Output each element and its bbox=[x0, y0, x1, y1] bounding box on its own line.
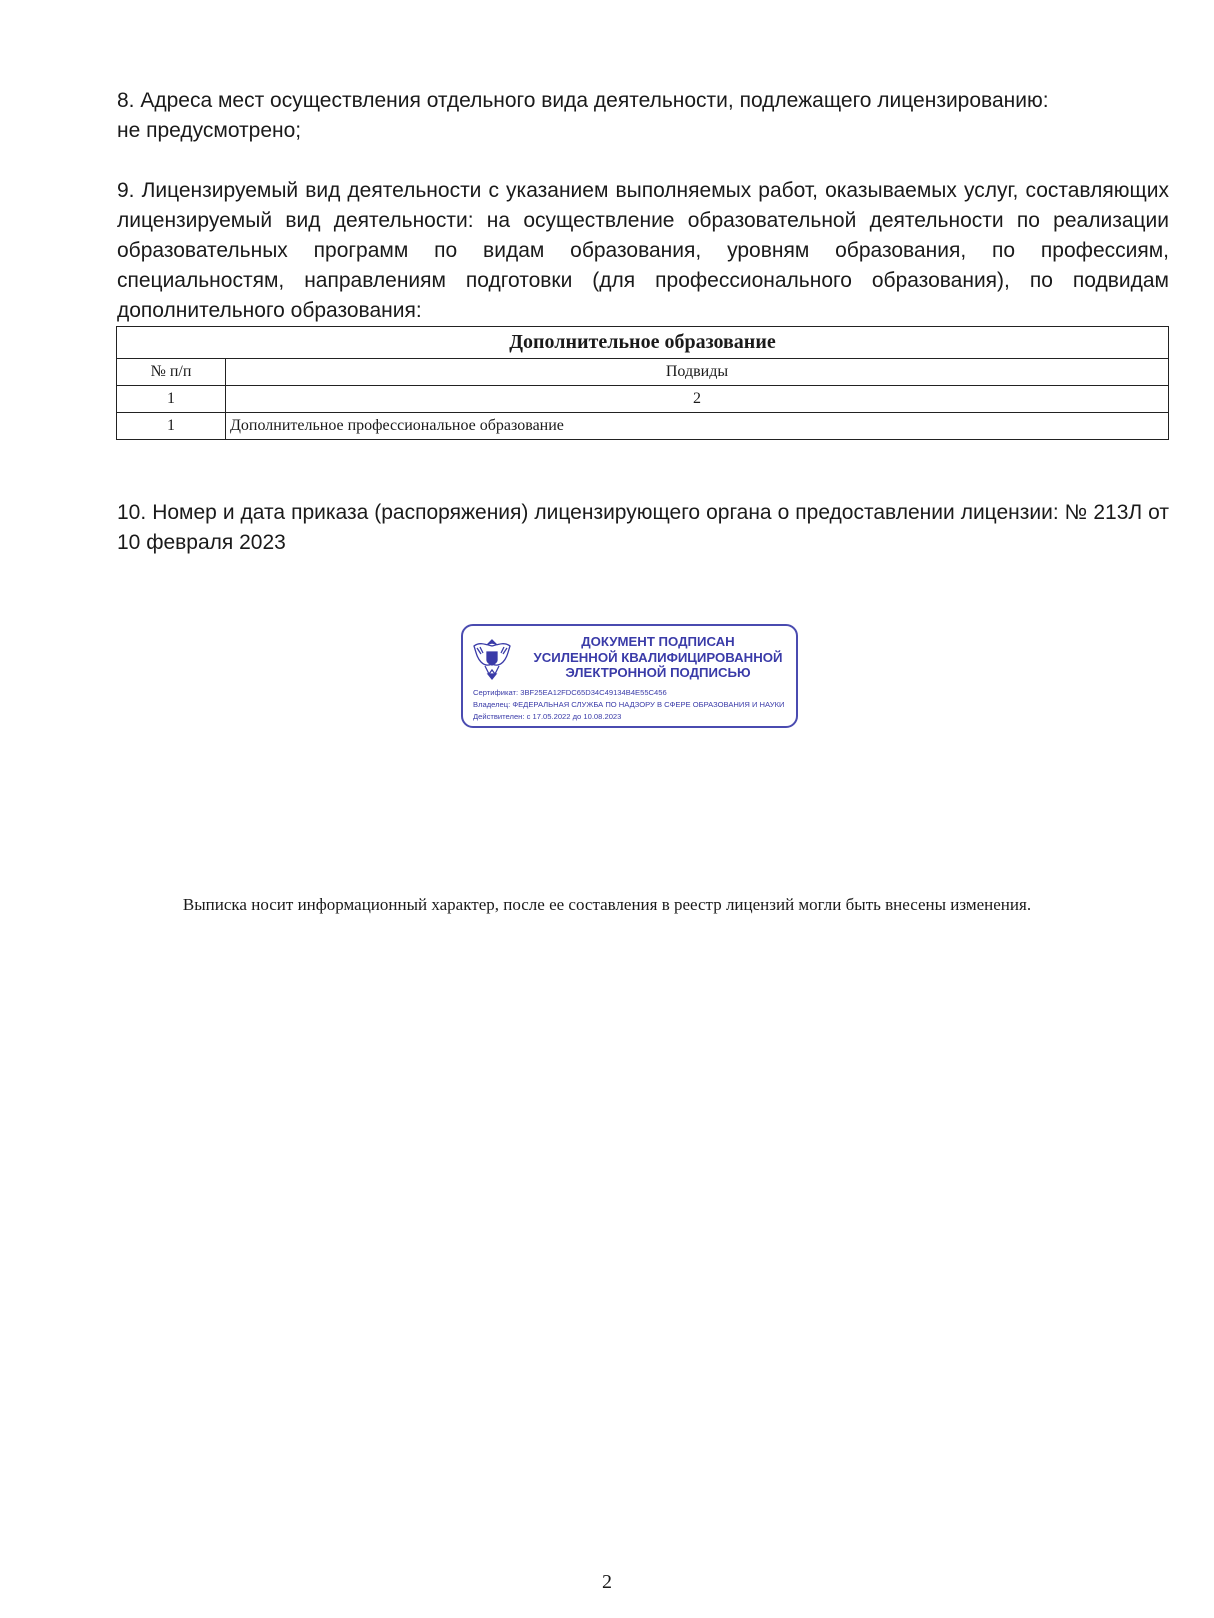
table-header-row bbox=[117, 359, 1169, 386]
informational-note: Выписка носит информационный характер, после ее составления в реестр лицензий могли быть внесены изменения. bbox=[182, 895, 1032, 914]
section-8-value: не предусмотрено; bbox=[117, 119, 302, 142]
coat-of-arms-icon bbox=[471, 634, 513, 682]
section-10: 10. Номер и дата приказа (распоряжения) лицензирующего органа о предоставлении лицензии: № 213Л от 10 февраля 2023 bbox=[117, 501, 1169, 554]
stamp-validity: Действителен: с 17.05.2022 до 10.08.2023 bbox=[473, 712, 622, 721]
additional-education-table bbox=[116, 326, 1169, 440]
stamp-title-line: УСИЛЕННОЙ КВАЛИФИЦИРОВАННОЙ bbox=[533, 649, 783, 665]
page-number: 2 bbox=[602, 1571, 612, 1593]
stamp-certificate: Сертификат: 3BF25EA12FDC65D34C49134B4E55C456 bbox=[473, 688, 667, 697]
section-8-heading: 8. Адреса мест осуществления отдельного вида деятельности, подлежащего лицензированию: bbox=[117, 89, 1049, 112]
row-subtype: Дополнительное профессиональное образование bbox=[226, 413, 1169, 440]
index-cell-1: 1 bbox=[117, 386, 226, 413]
section-9: 9. Лицензируемый вид деятельности с указанием выполняемых работ, оказываемых услуг, составляющих лицензируемый вид деятельности: на осуществление образовательной деятельности по реализации образовательных программ по видам образования, уровням образования, по профессиям, специальностям, направлениям подготовки (для профессионального образования), по подвидам дополнительного образования: bbox=[117, 179, 1169, 322]
electronic-signature-stamp bbox=[461, 624, 798, 728]
table-row bbox=[117, 413, 1169, 440]
table-index-row bbox=[117, 386, 1169, 413]
stamp-title bbox=[523, 634, 793, 681]
stamp-title-line: ДОКУМЕНТ ПОДПИСАН bbox=[581, 634, 735, 649]
row-number: 1 bbox=[117, 413, 226, 440]
stamp-title-line: ЭЛЕКТРОННОЙ ПОДПИСЬЮ bbox=[565, 665, 751, 680]
section-8 bbox=[117, 86, 1169, 146]
header-subtypes: Подвиды bbox=[226, 359, 1169, 386]
index-cell-2: 2 bbox=[226, 386, 1169, 413]
header-number: № п/п bbox=[117, 359, 226, 386]
stamp-owner: Владелец: ФЕДЕРАЛЬНАЯ СЛУЖБА ПО НАДЗОРУ В СФЕРЕ ОБРАЗОВАНИЯ И НАУКИ bbox=[473, 700, 785, 709]
table-caption: Дополнительное образование bbox=[117, 327, 1169, 359]
stamp-details bbox=[473, 687, 793, 723]
